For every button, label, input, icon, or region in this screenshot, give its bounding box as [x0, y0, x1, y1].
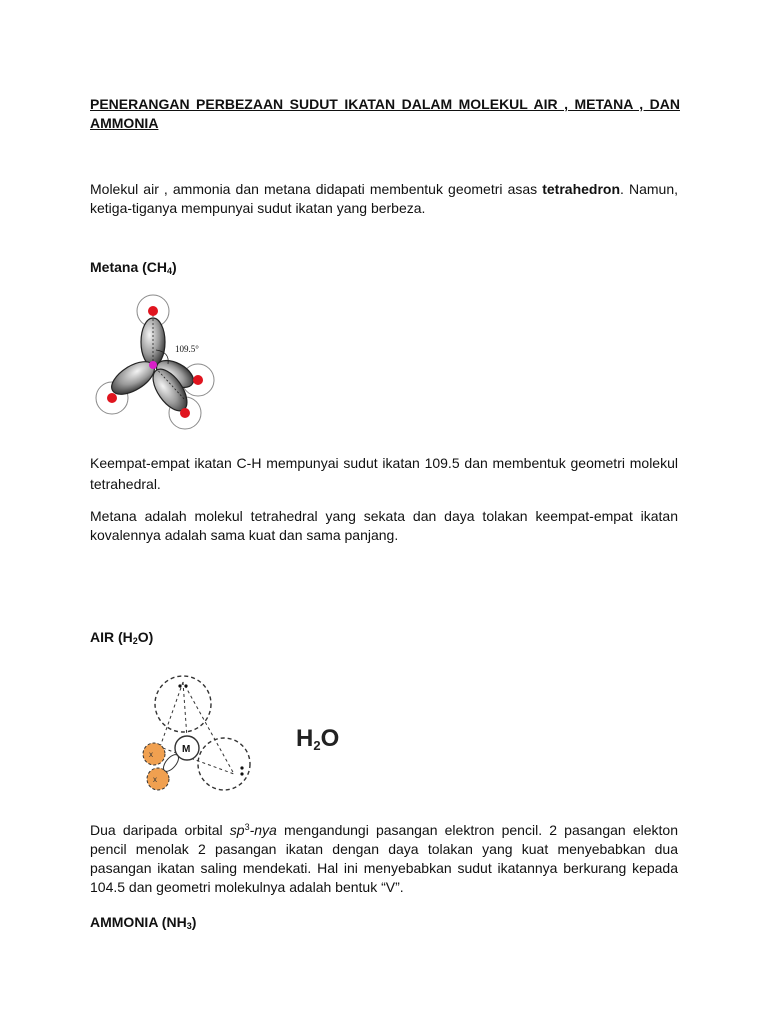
hydrogen-nucleus-right: [193, 375, 203, 385]
metana-paragraph-1: Keempat-empat ikatan C-H mempunyai sudut ikatan 109.5 dan membentuk geometri molekul tetrahedral.: [90, 455, 678, 492]
intro-paragraph: [90, 180, 678, 218]
lone-pair-dot: [240, 766, 243, 769]
lone-pair-dot: [240, 772, 243, 775]
metana-paragraph-2: Metana adalah molekul tetrahedral yang sekata dan daya tolakan keempat-empat ikatan kovalennya adalah sama kuat dan sama panjang.: [90, 508, 678, 543]
air-heading-subscript: 2: [132, 636, 138, 646]
air-paragraph-post: mengandungi pasangan elektron pencil. 2 pasangan elekton pencil menolak 2 pasangan ikatan dengan daya tolakan yang kuat menyebabkan dua pasangan ikatan saling mendekati. Hal ini menyebabkan sudut ikatannya berkurang kepada 104.5 dan geometri molekulnya adalah bentuk “V”.: [90, 822, 678, 895]
air-paragraph-pre: Dua daripada orbital: [90, 822, 230, 838]
hydrogen-nucleus-bottom: [180, 408, 190, 418]
water-formula: [296, 725, 339, 753]
air-heading: [90, 628, 153, 650]
hydrogen-orbital-upper: [143, 743, 165, 765]
metana-heading-subscript: 4: [167, 266, 173, 276]
water-formula-h: H: [296, 725, 314, 752]
ammonia-heading-subscript: 3: [186, 921, 192, 931]
metana-heading-close: ): [172, 259, 177, 275]
document-title: PENERANGAN PERBEZAAN SUDUT IKATAN DALAM MOLEKUL AIR , METANA , DAN AMMONIA: [90, 96, 680, 131]
ammonia-heading-text: AMMONIA (NH: [90, 914, 187, 930]
intro-bold-term: tetrahedron: [542, 181, 621, 197]
water-formula-subscript: 2: [313, 738, 321, 753]
lone-pair-dot: [178, 684, 181, 687]
central-atom-label: M: [182, 744, 191, 755]
air-paragraph: [90, 818, 678, 897]
orbital-lobe-top: [141, 318, 165, 366]
hydrogen-nucleus-left: [107, 393, 117, 403]
ammonia-heading: [90, 913, 196, 935]
metana-heading: [90, 258, 177, 280]
lone-pair-dot: [184, 684, 187, 687]
lone-pair-orbital-right: [198, 738, 250, 790]
ammonia-heading-close: ): [191, 914, 197, 930]
methane-diagram: [90, 290, 225, 435]
water-diagram: [138, 662, 258, 800]
air-paragraph-sp: sp: [229, 822, 245, 838]
water-formula-o: O: [320, 725, 340, 752]
air-heading-text: AIR (H: [90, 629, 133, 645]
carbon-atom-center: [149, 361, 157, 369]
intro-text-before: Molekul air , ammonia dan metana didapati membentuk geometri asas: [90, 181, 543, 197]
air-heading-close: O): [137, 629, 154, 645]
electron-mark: x: [149, 750, 153, 759]
electron-mark: x: [153, 775, 157, 784]
metana-heading-text: Metana (CH: [90, 259, 168, 275]
air-paragraph-nya: -nya: [249, 822, 277, 838]
bond-angle-label: 109.5°: [175, 344, 199, 354]
hydrogen-nucleus-top: [148, 306, 158, 316]
intro-text-after: . Namun, ketiga-tiganya mempunyai sudut ikatan yang berbeza.: [90, 181, 678, 216]
air-paragraph-superscript: 3: [244, 822, 250, 832]
